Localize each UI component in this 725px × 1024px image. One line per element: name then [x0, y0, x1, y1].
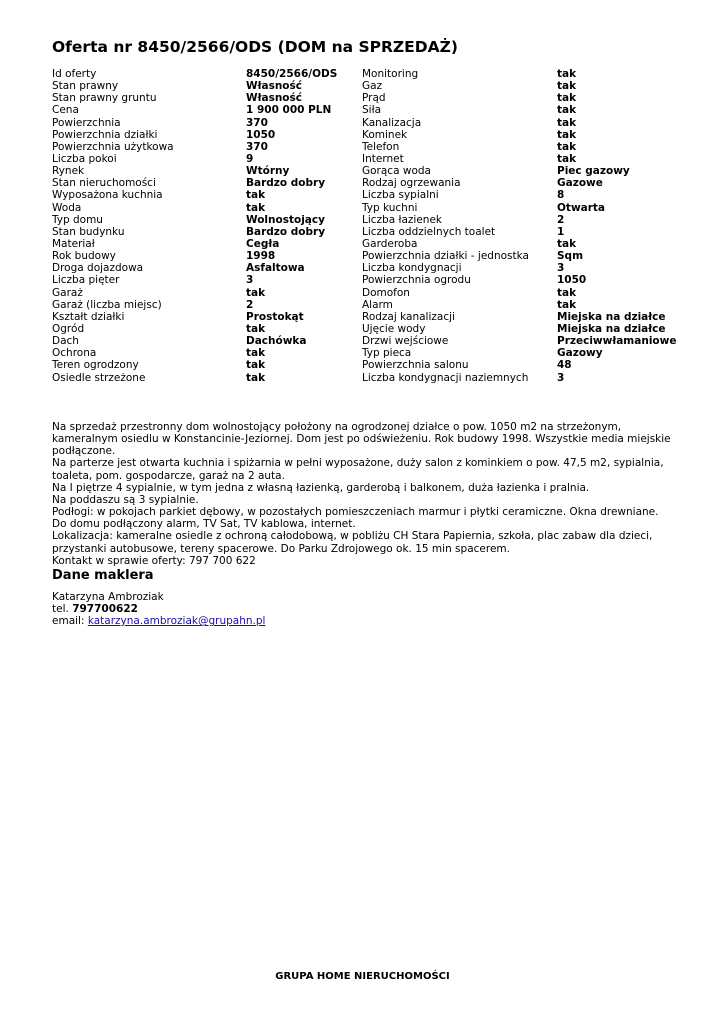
property-row — [52, 80, 676, 92]
property-left-value: Prostokąt — [246, 310, 304, 323]
property-left-key: Liczba pięter — [52, 274, 120, 287]
property-row — [52, 153, 676, 165]
property-left-value: tak — [246, 359, 266, 372]
property-right-key: Domofon — [362, 286, 410, 299]
property-right-key: Liczba łazienek — [362, 213, 442, 226]
property-right-value: tak — [557, 68, 577, 80]
property-right-value: Miejska na działce — [557, 322, 666, 335]
agent-email-link[interactable]: katarzyna.ambroziak@grupahn.pl — [87, 615, 266, 628]
property-left-value: 9 — [246, 152, 254, 165]
property-row — [52, 238, 676, 250]
property-row — [52, 141, 676, 153]
property-left-key: Garaż — [52, 286, 83, 299]
property-right-value: Miejska na działce — [557, 310, 666, 323]
property-row — [52, 189, 676, 201]
property-right-value: tak — [557, 104, 577, 117]
property-left-key: Kształt działki — [52, 310, 125, 323]
property-right-key: Rodzaj ogrzewania — [362, 177, 461, 190]
description-paragraph: Podłogi: w pokojach parkiet dębowy, w pozostałych pomieszczeniach marmur i płytki ceramiczne. Okna drewniane. — [52, 506, 659, 519]
description-paragraph: Na parterze jest otwarta kuchnia i spiżarnia w pełni wyposażone, duży salon z kominkiem o pow. 47,5 m2, sypialnia, toaleta, pom. gospodarcze, garaż na 2 auta. — [52, 457, 664, 482]
property-left-key: Cena — [52, 104, 79, 117]
property-left-key: Rok budowy — [52, 250, 116, 263]
property-right-value: tak — [557, 298, 577, 311]
property-right-key: Alarm — [362, 298, 393, 311]
agent-phone-row — [52, 603, 265, 615]
property-right-value: tak — [557, 152, 577, 165]
property-right-key: Prąd — [362, 92, 386, 105]
property-row — [52, 287, 676, 299]
property-left-value: 8450/2566/ODS — [246, 68, 338, 80]
property-row — [52, 165, 676, 177]
property-row — [52, 274, 676, 286]
property-left-value: tak — [246, 189, 266, 202]
property-left-key: Ogród — [52, 322, 85, 335]
property-left-key: Garaż (liczba miejsc) — [52, 298, 162, 311]
property-row — [52, 104, 676, 116]
property-left-key: Droga dojazdowa — [52, 262, 144, 275]
property-right-value: tak — [557, 128, 577, 141]
property-right-value: 48 — [557, 359, 572, 372]
agent-email-label: email: — [52, 615, 85, 628]
property-right-key: Liczba sypialni — [362, 189, 439, 202]
property-left-value: 2 — [246, 298, 254, 311]
property-right-key: Powierzchnia salonu — [362, 359, 469, 372]
property-left-key: Wyposażona kuchnia — [52, 189, 163, 202]
property-left-value: Dachówka — [246, 335, 307, 348]
agent-email-row — [52, 615, 265, 627]
agent-phone: 797700622 — [72, 603, 138, 616]
property-left-value: tak — [246, 201, 266, 214]
property-left-key: Stan prawny — [52, 80, 119, 93]
property-right-value: tak — [557, 286, 577, 299]
property-left-value: Cegła — [246, 237, 280, 250]
property-left-value: Wtórny — [246, 165, 290, 178]
property-right-key: Powierzchnia ogrodu — [362, 274, 471, 287]
property-left-value: Bardzo dobry — [246, 225, 326, 238]
property-right-key: Kanalizacja — [362, 116, 422, 129]
property-left-key: Powierzchnia działki — [52, 128, 158, 141]
property-details-table — [52, 68, 676, 384]
property-right-key: Rodzaj kanalizacji — [362, 310, 455, 323]
property-row — [52, 250, 676, 262]
property-left-key: Stan budynku — [52, 225, 125, 238]
property-left-key: Stan nieruchomości — [52, 177, 156, 190]
property-left-key: Typ domu — [52, 213, 103, 226]
property-right-value: Otwarta — [557, 201, 606, 214]
property-left-key: Powierzchnia — [52, 116, 121, 129]
property-right-value: tak — [557, 237, 577, 250]
property-left-key: Teren ogrodzony — [52, 359, 139, 372]
property-row — [52, 372, 676, 384]
property-left-value: 1050 — [246, 128, 276, 141]
property-row — [52, 129, 676, 141]
description-paragraph: Lokalizacja: kameralne osiedle z ochroną całodobową, w pobliżu CH Stara Papiernia, szkoła, plac zabaw dla dzieci, przystanki autobusowe, tereny spacerowe. Do Parku Zdrojowego ok. 15 min spacerem. — [52, 530, 653, 555]
property-right-value: 1 — [557, 225, 565, 238]
property-row — [52, 68, 676, 80]
property-left-key: Dach — [52, 335, 79, 348]
property-row — [52, 323, 676, 335]
agent-details — [52, 591, 265, 627]
property-right-key: Powierzchnia działki - jednostka — [362, 250, 529, 263]
property-left-key: Osiedle strzeżone — [52, 371, 146, 384]
property-left-value: 370 — [246, 116, 268, 129]
property-right-key: Siła — [362, 104, 382, 117]
property-row — [52, 177, 676, 189]
agent-name: Katarzyna Ambroziak — [52, 591, 164, 603]
property-right-key: Garderoba — [362, 237, 418, 250]
property-right-key: Liczba oddzielnych toalet — [362, 225, 496, 238]
property-right-value: Sqm — [557, 250, 584, 263]
property-right-value: Przeciwwłamaniowe — [557, 335, 677, 348]
property-left-key: Liczba pokoi — [52, 152, 117, 165]
property-right-key: Typ kuchni — [362, 201, 418, 214]
property-left-value: Własność — [246, 80, 302, 93]
description-paragraph: Kontakt w sprawie oferty: 797 700 622 — [52, 554, 256, 567]
property-left-value: Własność — [246, 92, 302, 105]
property-left-value: tak — [246, 371, 266, 384]
property-right-value: Gazowe — [557, 177, 603, 190]
property-left-value: tak — [246, 347, 266, 360]
property-right-value: 1050 — [557, 274, 587, 287]
property-row — [52, 92, 676, 104]
property-row — [52, 226, 676, 238]
description-paragraph: Do domu podłączony alarm, TV Sat, TV kablowa, internet. — [52, 518, 356, 531]
property-right-value: tak — [557, 116, 577, 129]
property-left-key: Rynek — [52, 165, 85, 178]
property-left-value: 3 — [246, 274, 254, 287]
offer-title: Oferta nr 8450/2566/ODS (DOM na SPRZEDAŻ) — [52, 38, 458, 56]
property-left-value: Asfaltowa — [246, 262, 305, 275]
property-right-key: Monitoring — [362, 68, 419, 80]
property-right-key: Gorąca woda — [362, 165, 431, 178]
property-right-value: 3 — [557, 262, 565, 275]
property-left-key: Stan prawny gruntu — [52, 92, 157, 105]
offer-description — [52, 421, 672, 567]
property-left-value: 1 900 000 PLN — [246, 104, 332, 117]
property-right-value: tak — [557, 140, 577, 153]
description-paragraph: Na I piętrze 4 sypialnie, w tym jedna z własną łazienką, garderobą i balkonem, duża łazienka i pralnia. — [52, 481, 590, 494]
property-left-value: tak — [246, 322, 266, 335]
property-row — [52, 214, 676, 226]
property-row — [52, 262, 676, 274]
property-right-value: 8 — [557, 189, 565, 202]
footer-company-name: GRUPA HOME NIERUCHOMOŚCI — [275, 971, 450, 982]
property-row — [52, 299, 676, 311]
property-right-key: Internet — [362, 152, 404, 165]
property-right-key: Gaz — [362, 80, 383, 93]
property-right-value: Piec gazowy — [557, 165, 630, 178]
property-right-value: 3 — [557, 371, 565, 384]
property-right-value: 2 — [557, 213, 565, 226]
property-row — [52, 117, 676, 129]
property-row — [52, 347, 676, 359]
property-right-key: Telefon — [362, 140, 400, 153]
property-right-value: tak — [557, 92, 577, 105]
property-row — [52, 335, 676, 347]
property-right-value: tak — [557, 80, 577, 93]
description-paragraph: Na poddaszu są 3 sypialnie. — [52, 493, 199, 506]
property-right-key: Liczba kondygnacji — [362, 262, 462, 275]
agent-phone-label: tel. — [52, 603, 69, 616]
property-left-value: Bardzo dobry — [246, 177, 326, 190]
property-left-key: Id oferty — [52, 68, 97, 80]
property-right-key: Ujęcie wody — [362, 322, 426, 335]
property-left-key: Ochrona — [52, 347, 97, 360]
property-left-key: Materiał — [52, 237, 95, 250]
property-row — [52, 311, 676, 323]
property-right-key: Typ pieca — [362, 347, 412, 360]
agent-section-title: Dane maklera — [52, 568, 154, 583]
property-row — [52, 202, 676, 214]
property-left-value: tak — [246, 286, 266, 299]
property-left-key: Woda — [52, 201, 82, 214]
property-right-key: Drzwi wejściowe — [362, 335, 449, 348]
property-left-value: 370 — [246, 140, 268, 153]
property-left-value: 1998 — [246, 250, 276, 263]
property-right-value: Gazowy — [557, 347, 603, 360]
property-row — [52, 359, 676, 371]
property-left-key: Powierzchnia użytkowa — [52, 140, 174, 153]
property-right-key: Kominek — [362, 128, 408, 141]
property-left-value: Wolnostojący — [246, 213, 325, 226]
property-right-key: Liczba kondygnacji naziemnych — [362, 371, 529, 384]
description-paragraph: Na sprzedaż przestronny dom wolnostojący położony na ogrodzonej działce o pow. 1050 m2 na strzeżonym, kameralnym osiedlu w Konstancinie-Jeziornej. Dom jest po odświeżeniu. Rok budowy 1998. Wszystkie media miejskie podłączone. — [52, 421, 671, 458]
